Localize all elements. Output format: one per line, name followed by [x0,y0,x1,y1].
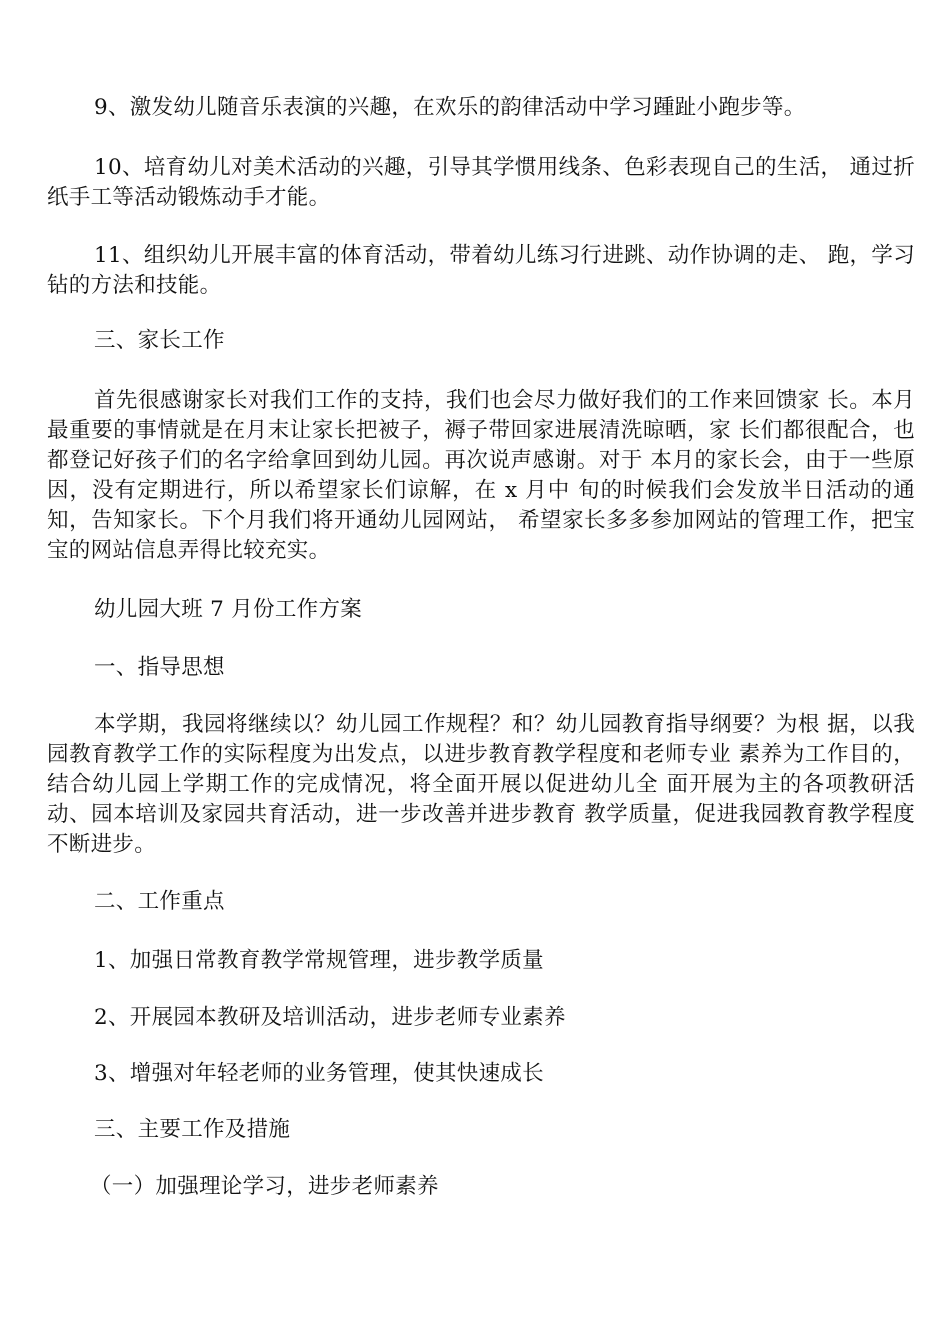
paragraph-item-10: 10、培育幼儿对美术活动的兴趣，引导其学惯用线条、色彩表现自己的生活， 通过折纸手工等活动锻炼动手才能。 [47,155,915,210]
paragraph-parents-work: 首先很感谢家长对我们工作的支持，我们也会尽力做好我们的工作来回馈家 长。本月最重要的事情就是在月末让家长把被子，褥子带回家进展清洗晾晒，家 长们都很配合，也都登记好孩子们的名字给拿回到幼儿园。再次说声感谢。对于 本月的家长会，由于一些原因，没有定期进行，所以希望家长们谅解，在 x 月中 旬的时候我们会发放半日活动的通知，告知家长。下个月我们将开通幼儿园网站， 希望家长多多参加网站的管理工作，把宝宝的网站信息弄得比较充实。 [47,388,915,563]
list-item-focus-2: 2、开展园本教研及培训活动，进步老师专业素养 [94,1005,566,1030]
paragraph-item-11: 11、组织幼儿开展丰富的体育活动，带着幼儿练习行进跳、动作协调的走、 跑，学习钻的方法和技能。 [47,243,915,298]
list-item-focus-1: 1、加强日常教育教学常规管理，进步教学质量 [94,948,544,973]
paragraph-item-9: 9、激发幼儿随音乐表演的兴趣，在欢乐的韵律活动中学习踵趾小跑步等。 [94,95,806,120]
section-heading-main-work: 三、主要工作及措施 [94,1117,291,1142]
list-item-focus-3: 3、增强对年轻老师的业务管理，使其快速成长 [94,1061,544,1086]
section-heading-parents: 三、家长工作 [94,328,225,353]
document-title-july-plan: 幼儿园大班 7 月份工作方案 [94,597,363,622]
section-heading-guiding-thought: 一、指导思想 [94,655,225,680]
subsection-heading-theory-study: （一）加强理论学习，进步老师素养 [90,1174,439,1199]
paragraph-guiding-thought: 本学期，我园将继续以？幼儿园工作规程？和？幼儿园教育指导纲要？为根 据，以我园教育教学工作的实际程度为出发点，以进步教育教学程度和老师专业 素养为工作目的，结合幼儿园上学期工作的完成情况，将全面开展以促进幼儿全 面开展为主的各项教研活动、园本培训及家园共育活动，进一步改善并进步教育 教学质量，促进我园教育教学程度不断进步。 [47,712,915,857]
section-heading-work-focus: 二、工作重点 [94,889,225,914]
